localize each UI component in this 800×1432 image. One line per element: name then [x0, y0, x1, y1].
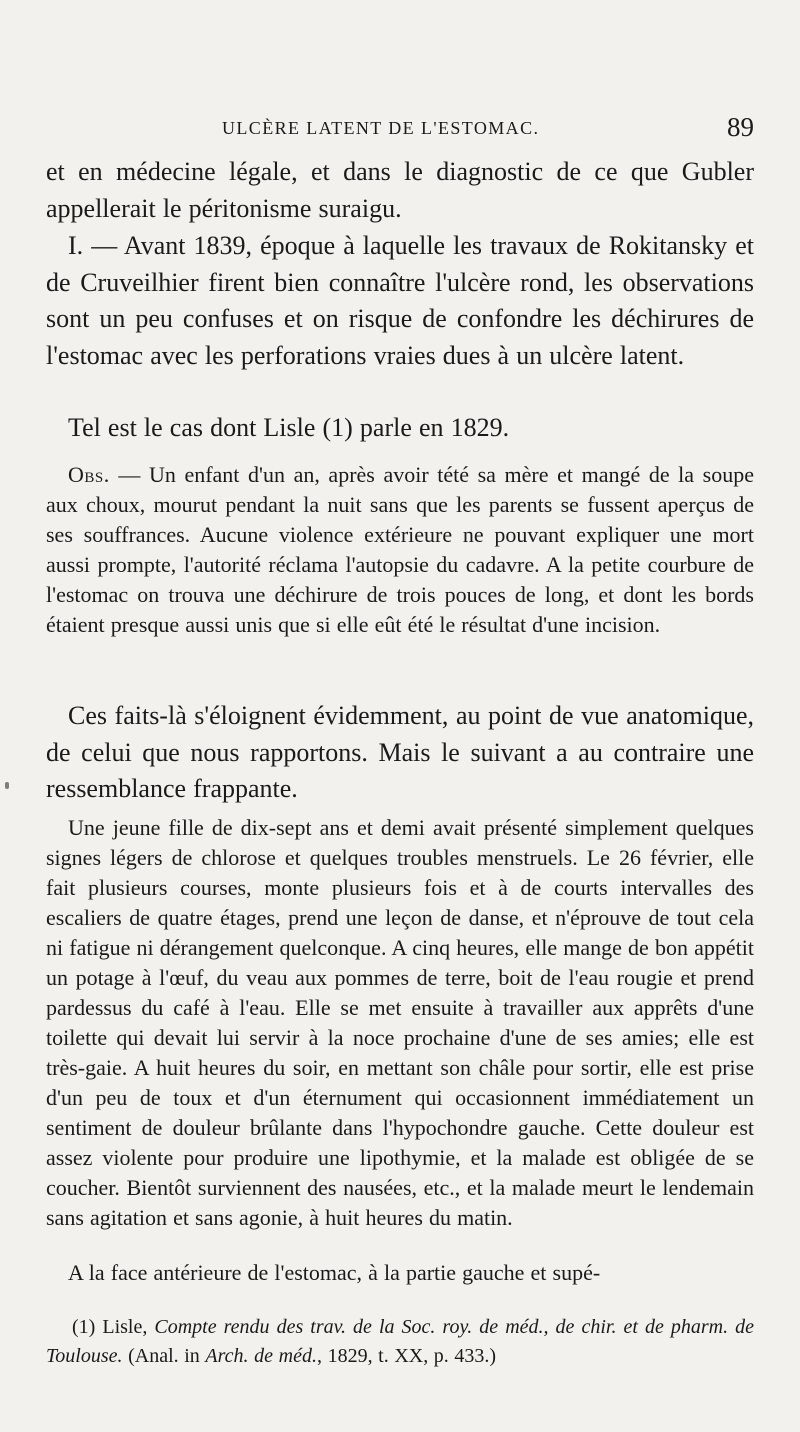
footnote	[46, 1313, 754, 1371]
opening-paragraph: et en médecine légale, et dans le diagnostic de ce que Gubler appellerait le péritonisme suraigu.	[46, 157, 754, 223]
lisle-paragraph: Tel est le cas dont Lisle (1) parle en 1829.	[68, 413, 510, 442]
footnote-journal: Arch. de méd.	[205, 1345, 317, 1367]
footnote-reference: , 1829, t. XX, p. 433.)	[316, 1345, 497, 1367]
footnote-analysis: (Anal. in	[122, 1345, 206, 1367]
page-header	[46, 112, 754, 146]
running-head: ULCÈRE LATENT DE L'ESTOMAC.	[222, 118, 540, 138]
historical-paragraph: I. — Avant 1839, époque à laquelle les travaux de Rokitansky et de Cruveilhier firent bien connaître l'ulcère rond, les observations sont un peu confuses et on risque de confondre les déchirures de l'estomac avec les perforations vraies dues à un ulcère latent.	[46, 231, 754, 370]
case-paragraph: Une jeune fille de dix-sept ans et demi avait présenté simplement quelques signes légers de chlorose et quelques troubles menstruels. Le 26 février, elle fait plusieurs courses, monte plusieurs fois et à de courts intervalles des escaliers de quatre étages, prend une leçon de danse, et n'éprouve de tout cela ni fatigue ni dérangement quelconque. A cinq heures, elle mange de bon appétit un potage à l'œuf, du veau aux pommes de terre, boit de l'eau rougie et prend pardessus du café à l'eau. Elle se met ensuite à travailler aux apprêts d'une toilette qui devait lui servir à la noce prochaine d'une de ses amies; elle est très-gaie. A huit heures du soir, en mettant son châle pour sortir, elle est prise d'un peu de toux et d'un éternument qui occasionnent immédiatement un sentiment de douleur brûlante dans l'hypochondre gauche. Cette douleur est assez violente pour produire une lipothymie, et la malade est obligée de se coucher. Bientôt surviennent des nausées, etc., et la malade meurt le lendemain sans agitation et sans agonie, à huit heures du matin.	[46, 815, 754, 1230]
continuation-paragraph: A la face antérieure de l'estomac, à la partie gauche et supé-	[68, 1260, 601, 1285]
comparison-paragraph: Ces faits-là s'éloignent évidemment, au point de vue anatomique, de celui que nous rapportons. Mais le suivant a au contraire une ressemblance frappante.	[46, 701, 754, 803]
margin-mark	[5, 782, 9, 789]
page-number: 89	[727, 112, 754, 142]
footnote-title: Compte rendu des trav. de la Soc. roy. de méd., de chir. et de pharm. de Toulouse.	[46, 1316, 754, 1367]
footnote-author: (1) Lisle,	[72, 1316, 155, 1338]
observation-text: — Un enfant d'un an, après avoir tété sa mère et mangé de la soupe aux choux, mourut pendant la nuit sans que les parents se fussent aperçus de ses souffrances. Aucune violence extérieure ne pouvant expliquer une mort aussi prompte, l'autorité réclama l'autopsie du cadavre. A la petite courbure de l'estomac on trouva une déchirure de trois pouces de long, et dont les bords étaient presque aussi unis que si elle eût été le résultat d'une incision.	[46, 462, 754, 637]
observation-label: Obs.	[68, 462, 110, 487]
observation-paragraph	[46, 460, 754, 640]
